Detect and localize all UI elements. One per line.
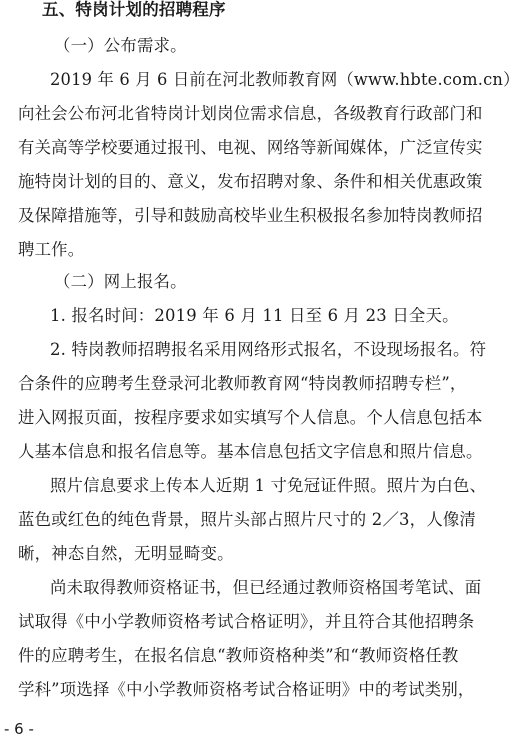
- subsection-title-publish: （一）公布需求。: [54, 36, 187, 55]
- paragraph-line: 人基本信息和报名信息等。基本信息包括文字信息和照片信息。: [18, 442, 483, 461]
- section-title: 五、特岗计划的招聘程序: [42, 0, 226, 19]
- paragraph-line: 及保障措施等，引导和鼓励高校毕业生积极报名参加特岗教师招: [18, 206, 483, 225]
- paragraph-line: 晰，神态自然，无明显畸变。: [18, 544, 234, 563]
- page-number: - 6 -: [4, 720, 34, 738]
- paragraph-line: 蓝色或红色的纯色背景，照片头部占照片尺寸的 2／3，人像清: [18, 510, 477, 529]
- paragraph-line: 合条件的应聘考生登录河北教师教育网“特岗教师招聘专栏”，: [18, 374, 467, 393]
- paragraph-line: 进入网报页面，按程序要求如实填写个人信息。个人信息包括本: [18, 408, 483, 427]
- paragraph-line: 聘工作。: [18, 240, 85, 259]
- paragraph-line: 施特岗计划的目的、意义，发布招聘对象、条件和相关优惠政策: [18, 172, 483, 191]
- paragraph-line: 件的应聘考生，在报名信息“教师资格种类”和“教师资格任教: [18, 646, 459, 665]
- paragraph-line: 向社会公布河北省特岗计划岗位需求信息，各级教育行政部门和: [18, 104, 483, 123]
- paragraph-line: 2019 年 6 月 6 日前在河北教师教育网（www.hbte.com.cn）: [50, 70, 520, 89]
- paragraph-line: 试取得《中小学教师资格考试合格证明》，并且符合其他招聘条: [18, 612, 475, 631]
- paragraph-line: 2. 特岗教师招聘报名采用网络形式报名，不设现场报名。符: [50, 340, 487, 359]
- list-item-registration-time: 1. 报名时间：2019 年 6 月 11 日至 6 月 23 日全天。: [50, 306, 459, 325]
- paragraph-line: 尚未取得教师资格证书，但已经通过教师资格国考笔试、面: [50, 578, 482, 597]
- subsection-title-registration: （二）网上报名。: [54, 272, 187, 291]
- paragraph-line: 有关高等学校要通过报刊、电视、网络等新闻媒体，广泛宣传实: [18, 138, 483, 157]
- paragraph-line: 学科”项选择《中小学教师资格考试合格证明》中的考试类别，: [18, 680, 475, 699]
- paragraph-line: 照片信息要求上传本人近期 1 寸免冠证件照。照片为白色、: [50, 476, 487, 495]
